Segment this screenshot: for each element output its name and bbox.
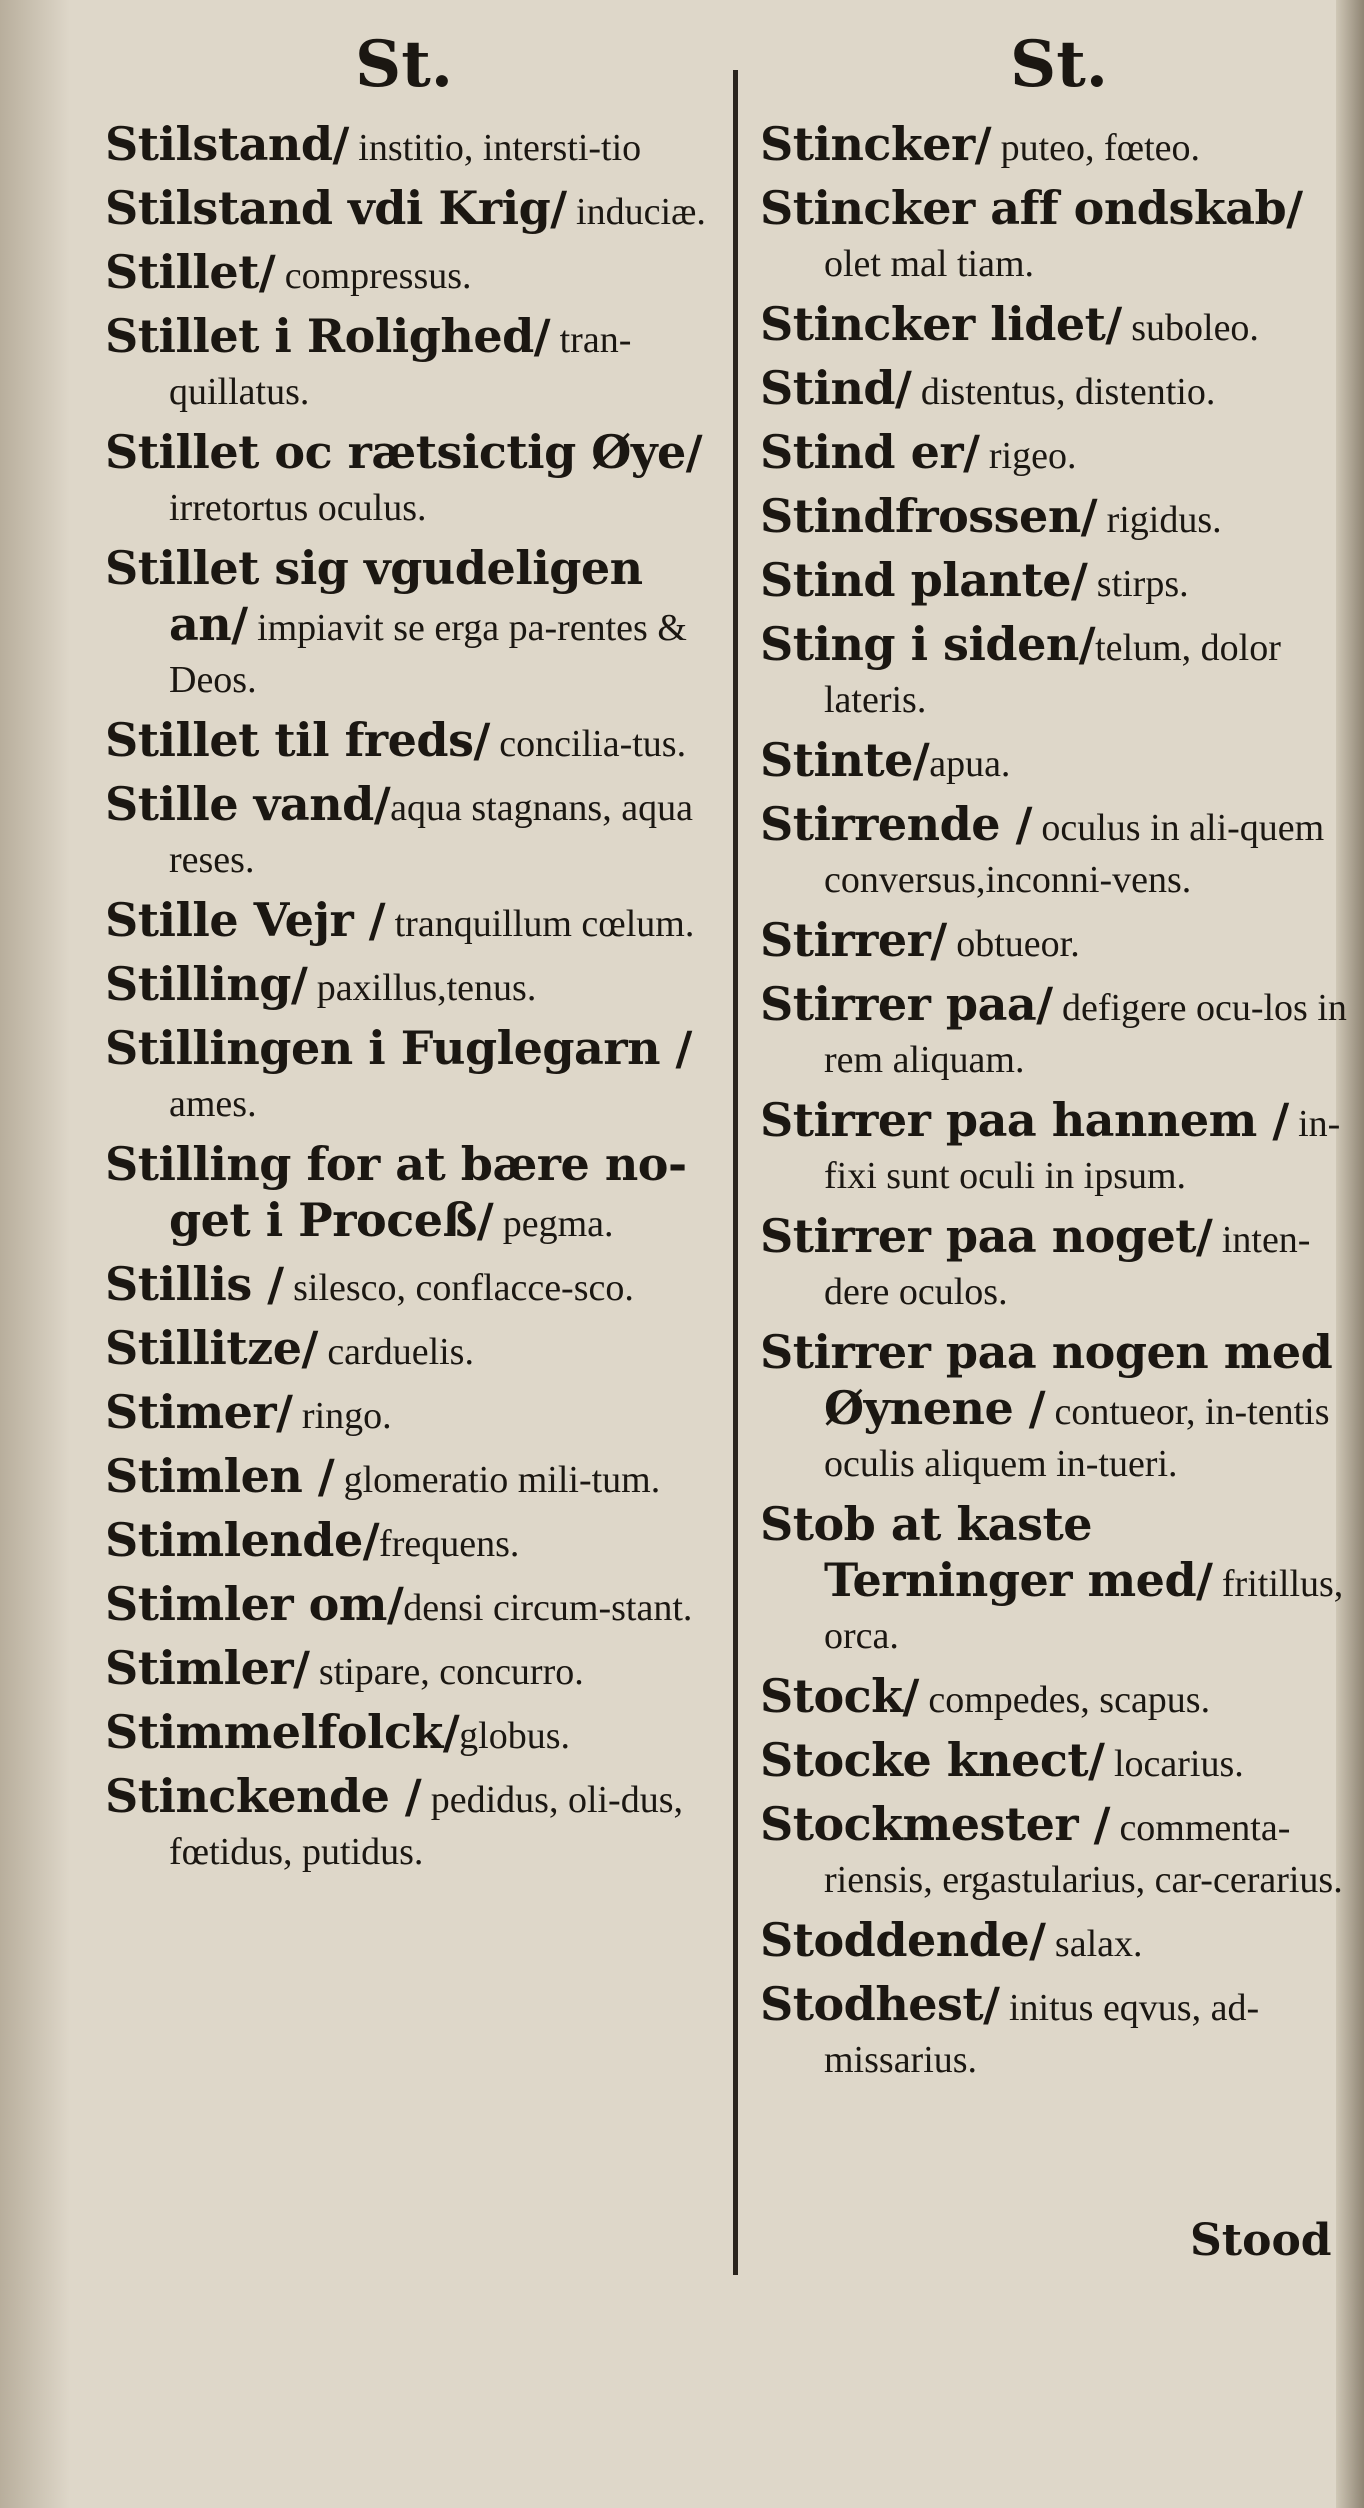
dictionary-entry: [760, 1210, 1350, 1318]
entry-headword: Stirrer paa hannem /: [760, 1093, 1289, 1147]
entry-definition: aqua stagnans, aqua reses.: [169, 787, 693, 881]
entry-definition: inten-dere oculos.: [824, 1219, 1311, 1313]
entry-definition: pedidus, oli-dus, fœtidus, putidus.: [169, 1779, 684, 1873]
column-rule: [733, 70, 738, 2275]
entry-headword: Stimler/: [105, 1641, 310, 1695]
entry-definition: glomeratio mili-tum.: [334, 1459, 661, 1501]
entry-headword: Stimler om/: [105, 1577, 404, 1631]
dictionary-entry: [760, 298, 1350, 354]
entry-definition: induciæ.: [566, 191, 706, 233]
gutter-shadow: [0, 0, 70, 2508]
entry-headword: Stincker aff ondskab/: [760, 181, 1303, 235]
entry-headword: Stockmester /: [760, 1797, 1110, 1851]
entry-definition: carduelis.: [317, 1331, 474, 1373]
entry-definition: oculus in ali-quem conversus,inconni-vens.: [824, 807, 1325, 901]
entry-definition: defigere ocu-los in rem aliquam.: [824, 987, 1347, 1081]
entry-definition: in-fixi sunt oculi in ipsum.: [824, 1103, 1341, 1197]
dictionary-entry: [105, 1386, 725, 1442]
entry-definition: silesco, conflacce-sco.: [283, 1267, 634, 1309]
dictionary-entry: [105, 1706, 725, 1762]
entry-headword: Stirrer/: [760, 913, 947, 967]
entry-headword: Stoddende/: [760, 1913, 1046, 1967]
entry-headword: Stille Vejr /: [105, 893, 386, 947]
dictionary-entry: [760, 1498, 1350, 1662]
entry-definition: compressus.: [275, 255, 472, 297]
entry-headword: Stirrer paa noget/: [760, 1209, 1213, 1263]
entry-headword: Stimer/: [105, 1385, 293, 1439]
entry-headword: Stinckende /: [105, 1769, 422, 1823]
entry-definition: puteo, fœteo.: [991, 127, 1201, 169]
dictionary-entry: [105, 1770, 725, 1878]
left-entry-list: [105, 118, 725, 1886]
entry-definition: locarius.: [1104, 1743, 1244, 1785]
entry-headword: Stimlende/: [105, 1513, 380, 1567]
entry-definition: paxillus,tenus.: [307, 967, 537, 1009]
entry-headword: Stillitze/: [105, 1321, 318, 1375]
entry-headword: Stindfrossen/: [760, 489, 1098, 543]
dictionary-entry: [760, 798, 1350, 906]
entry-headword: Stimmelfolck/: [105, 1705, 460, 1759]
entry-headword: Stillis /: [105, 1257, 284, 1311]
dictionary-entry: [105, 958, 725, 1014]
entry-definition: rigidus.: [1097, 499, 1222, 541]
entry-definition: pegma.: [493, 1203, 614, 1245]
entry-definition: distentus, distentio.: [911, 371, 1216, 413]
entry-definition: salax.: [1045, 1923, 1143, 1965]
entry-definition: commenta-riensis, ergastularius, car-cerarius.: [824, 1807, 1343, 1901]
dictionary-entry: [760, 1734, 1350, 1790]
entry-headword: Stind/: [760, 361, 912, 415]
entry-headword: Stimlen /: [105, 1449, 335, 1503]
dictionary-entry: [760, 118, 1350, 174]
entry-definition: ames.: [169, 1083, 257, 1125]
dictionary-entry: [760, 1326, 1350, 1490]
entry-headword: Stilstand vdi Krig/: [105, 181, 567, 235]
entry-headword: Stind er/: [760, 425, 980, 479]
dictionary-entry: [105, 426, 725, 534]
dictionary-entry: [105, 310, 725, 418]
entry-definition: rigeo.: [979, 435, 1077, 477]
entry-headword: Stocke knect/: [760, 1733, 1105, 1787]
dictionary-entry: [760, 734, 1350, 790]
dictionary-entry: [760, 1798, 1350, 1906]
entry-definition: impiavit se erga pa-rentes & Deos.: [169, 607, 687, 701]
dictionary-entry: [105, 1022, 725, 1130]
catchword: Stood: [1190, 2215, 1332, 2266]
right-entry-list: [760, 118, 1350, 2094]
dictionary-entry: [105, 1258, 725, 1314]
entry-headword: Stillet til freds/: [105, 713, 490, 767]
entry-headword: Sting i siden/: [760, 617, 1096, 671]
dictionary-entry: [760, 362, 1350, 418]
entry-headword: Stock/: [760, 1669, 919, 1723]
dictionary-entry: [760, 914, 1350, 970]
dictionary-entry: [760, 1094, 1350, 1202]
entry-definition: concilia-tus.: [489, 723, 687, 765]
entry-headword: Stillet i Rolighed/: [105, 309, 551, 363]
dictionary-entry: [105, 1322, 725, 1378]
dictionary-entry: [105, 1450, 725, 1506]
entry-headword: Stilling for at bære no-get i Proceß/: [105, 1137, 687, 1247]
entry-definition: fritillus, orca.: [824, 1563, 1344, 1657]
dictionary-entry: [105, 182, 725, 238]
dictionary-entry: [760, 182, 1350, 290]
entry-definition: suboleo.: [1121, 307, 1259, 349]
dictionary-entry: [760, 618, 1350, 726]
entry-definition: stipare, concurro.: [309, 1651, 584, 1693]
dictionary-entry: [760, 1914, 1350, 1970]
dictionary-entry: [760, 554, 1350, 610]
dictionary-entry: [105, 1642, 725, 1698]
dictionary-entry: [105, 714, 725, 770]
entry-headword: Stinte/: [760, 733, 930, 787]
dictionary-entry: [105, 542, 725, 706]
entry-definition: ringo.: [292, 1395, 392, 1437]
entry-definition: irretortus oculus.: [169, 487, 427, 529]
entry-headword: Stilling/: [105, 957, 308, 1011]
entry-definition: institio, intersti-tio: [348, 127, 642, 169]
entry-definition: telum, dolor lateris.: [824, 627, 1281, 721]
dictionary-entry: [760, 1670, 1350, 1726]
entry-definition: initus eqvus, ad-missarius.: [824, 1987, 1260, 2081]
entry-definition: tran-quillatus.: [169, 319, 632, 413]
entry-definition: tranquillum cœlum.: [385, 903, 695, 945]
dictionary-entry: [105, 1138, 725, 1250]
entry-headword: Stincker lidet/: [760, 297, 1122, 351]
dictionary-entry: [760, 978, 1350, 1086]
entry-headword: Stob at kaste Terninger med/: [760, 1497, 1213, 1607]
right-running-header: St.: [1010, 27, 1109, 102]
entry-definition: obtueor.: [946, 923, 1080, 965]
entry-definition: globus.: [459, 1715, 571, 1757]
dictionary-entry: [105, 1578, 725, 1634]
entry-headword: Stirrende /: [760, 797, 1032, 851]
dictionary-entry: [105, 1514, 725, 1570]
entry-definition: compedes, scapus.: [918, 1679, 1211, 1721]
entry-definition: apua.: [929, 743, 1011, 785]
dictionary-entry: [760, 490, 1350, 546]
entry-headword: Stille vand/: [105, 777, 391, 831]
entry-definition: frequens.: [379, 1523, 520, 1565]
dictionary-entry: [760, 426, 1350, 482]
dictionary-entry: [105, 246, 725, 302]
dictionary-entry: [760, 1978, 1350, 2086]
dictionary-entry: [105, 894, 725, 950]
left-running-header: St.: [355, 27, 454, 102]
dictionary-entry: [105, 778, 725, 886]
entry-headword: Stincker/: [760, 117, 992, 171]
entry-headword: Stirrer paa nogen med Øynene /: [760, 1325, 1333, 1435]
entry-definition: olet mal tiam.: [824, 243, 1035, 285]
entry-headword: Stind plante/: [760, 553, 1088, 607]
entry-definition: contueor, in-tentis oculis aliquem in-tueri.: [824, 1391, 1330, 1485]
entry-headword: Stillet/: [105, 245, 276, 299]
dictionary-entry: [105, 118, 725, 174]
entry-headword: Stilstand/: [105, 117, 349, 171]
entry-definition: stirps.: [1087, 563, 1189, 605]
entry-headword: Stillet oc rætsictig Øye/: [105, 425, 703, 479]
entry-headword: Stillet sig vgudeligen an/: [105, 541, 643, 651]
entry-headword: Stodhest/: [760, 1977, 1000, 2031]
entry-headword: Stirrer paa/: [760, 977, 1053, 1031]
entry-definition: densi circum-stant.: [403, 1587, 693, 1629]
entry-headword: Stillingen i Fuglegarn /: [105, 1021, 692, 1075]
